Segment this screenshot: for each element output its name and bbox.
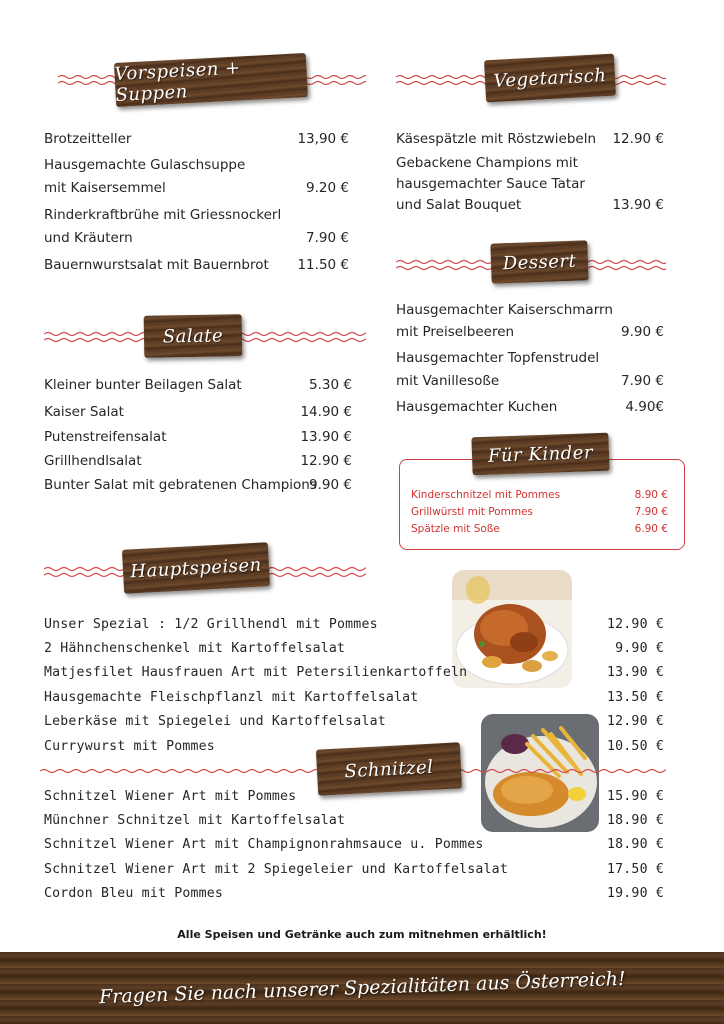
section-title-vorspeisen: Vorspeisen + Suppen	[114, 53, 308, 107]
menu-item-price: 7.90 €	[621, 373, 664, 389]
menu-item-price: 13.90 €	[300, 429, 352, 445]
menu-item-name: Brotzeitteller	[44, 131, 132, 147]
takeaway-notice: Alle Speisen und Getränke auch zum mitnehmen erhältlich!	[177, 928, 547, 941]
menu-item-price: 15.90 €	[607, 789, 664, 804]
menu-item-name: Münchner Schnitzel mit Kartoffelsalat	[44, 813, 346, 828]
kids-item-name: Spätzle mit Soße	[411, 523, 500, 535]
menu-item-name: Matjesfilet Hausfrauen Art mit Petersilienkartoffeln	[44, 665, 468, 680]
kids-item-price: 6.90 €	[634, 523, 668, 535]
menu-item-price: 14.90 €	[300, 404, 352, 420]
menu-item-name-cont: und Salat Bouquet	[396, 197, 522, 213]
menu-item-price: 9.90 €	[621, 324, 664, 340]
menu-item-price: 9.20 €	[306, 180, 349, 196]
menu-item-price: 19.90 €	[607, 886, 664, 901]
kids-item-name: Grillwürstl mit Pommes	[411, 506, 533, 518]
menu-item-name: Grillhendlsalat	[44, 453, 142, 469]
section-title-salate: Salate	[144, 314, 243, 358]
footer-text: Fragen Sie nach unserer Spezialitäten aus Österreich!	[98, 967, 626, 1009]
footer-banner	[0, 952, 724, 1024]
menu-item-name: Rinderkraftbrühe mit Griessnockerl	[44, 207, 282, 223]
menu-item-price: 13.50 €	[607, 690, 664, 705]
menu-item-price: 9.90 €	[615, 641, 664, 656]
menu-item-name-cont: mit Vanillesoße	[396, 373, 500, 389]
menu-item-name: 2 Hähnchenschenkel mit Kartoffelsalat	[44, 641, 346, 656]
menu-item-price: 12.90 €	[607, 714, 664, 729]
menu-item-price: 7.90 €	[306, 230, 349, 246]
menu-item-name: Hausgemachter Kuchen	[396, 399, 558, 415]
section-title-hauptspeisen: Hauptspeisen	[122, 542, 270, 594]
menu-item-price: 13.90 €	[612, 197, 664, 213]
menu-item-price: 13,90 €	[297, 131, 349, 147]
menu-item-name: Hausgemachter Topfenstrudel	[396, 350, 600, 366]
menu-item-name: Hausgemachte Fleischpflanzl mit Kartoffelsalat	[44, 690, 419, 705]
menu-item-price: 18.90 €	[607, 813, 664, 828]
menu-item-price: 5.30 €	[309, 377, 352, 393]
menu-item-name: Bauernwurstsalat mit Bauernbrot	[44, 257, 269, 273]
section-title-schnitzel: Schnitzel	[316, 742, 462, 795]
menu-item-name: Hausgemachte Gulaschsuppe	[44, 157, 246, 173]
menu-item-name: Putenstreifensalat	[44, 429, 167, 445]
kids-item-price: 8.90 €	[634, 489, 668, 501]
menu-item-name-cont: mit Preiselbeeren	[396, 324, 515, 340]
menu-item-name: Schnitzel Wiener Art mit Champignonrahmsauce u. Pommes	[44, 837, 484, 852]
menu-item-price: 18.90 €	[607, 837, 664, 852]
menu-item-price: 9.90 €	[309, 477, 352, 493]
section-title-dessert: Dessert	[490, 240, 588, 283]
menu-item-price: 12.90 €	[607, 617, 664, 632]
menu-item-name: Kleiner bunter Beilagen Salat	[44, 377, 242, 393]
menu-item-price: 11.50 €	[297, 257, 349, 273]
menu-item-name: Gebackene Champions mit	[396, 155, 578, 171]
menu-item-name: Bunter Salat mit gebratenen Champions	[44, 477, 317, 493]
menu-item-price: 12.90 €	[300, 453, 352, 469]
menu-item-price: 12.90 €	[612, 131, 664, 147]
menu-item-name-cont: mit Kaisersemmel	[44, 180, 166, 196]
section-title-vegetarisch: Vegetarisch	[484, 54, 616, 103]
kids-item-price: 7.90 €	[634, 506, 668, 518]
menu-item-price: 10.50 €	[607, 739, 664, 754]
roast-chicken-photo	[452, 570, 572, 688]
menu-item-name: Unser Spezial : 1/2 Grillhendl mit Pommes	[44, 617, 378, 632]
menu-item-name: Currywurst mit Pommes	[44, 739, 215, 754]
menu-item-name: Schnitzel Wiener Art mit Pommes	[44, 789, 297, 804]
menu-item-price: 17.50 €	[607, 862, 664, 877]
menu-item-name: Leberkäse mit Spiegelei und Kartoffelsalat	[44, 714, 386, 729]
section-title-kinder: Für Kinder	[471, 433, 609, 476]
menu-item-name: Käsespätzle mit Röstzwiebeln	[396, 131, 597, 147]
menu-item-name-cont: hausgemachter Sauce Tatar	[396, 176, 585, 192]
menu-item-price: 4.90€	[625, 399, 664, 415]
menu-item-name: Cordon Bleu mit Pommes	[44, 886, 224, 901]
kids-item-name: Kinderschnitzel mit Pommes	[411, 489, 561, 501]
menu-item-price: 13.90 €	[607, 665, 664, 680]
menu-item-name: Hausgemachter Kaiserschmarrn	[396, 302, 613, 318]
menu-item-name: Kaiser Salat	[44, 404, 124, 420]
menu-item-name: Schnitzel Wiener Art mit 2 Spiegeleier und Kartoffelsalat	[44, 862, 508, 877]
menu-item-name-cont: und Kräutern	[44, 230, 133, 246]
